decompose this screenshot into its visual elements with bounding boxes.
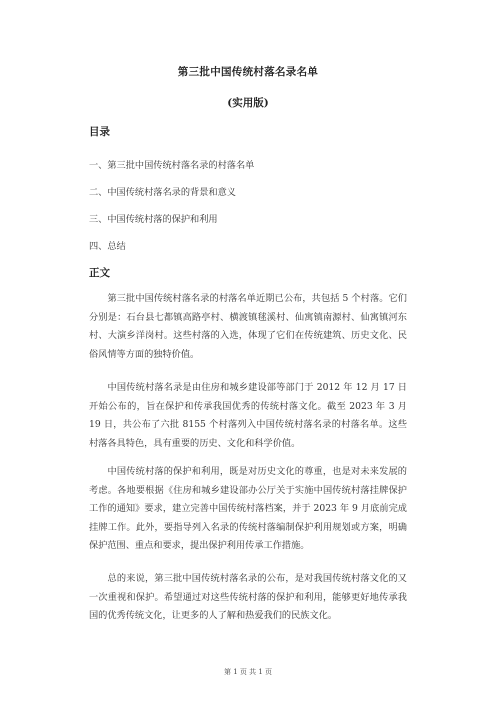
toc-item-2: 二、中国传统村落名录的背景和意义 — [89, 187, 236, 198]
page-footer: 第 1 页 共 1 页 — [223, 668, 273, 676]
document-subtitle: (实用版) — [227, 97, 269, 109]
paragraph-3: 中国传统村落的保护和利用，既是对历史文化的尊重，也是对未来发展的考虑。各地要根据《住房和城乡建设部办公厅关于实施中国传统村落挂牌保护工作的通知》要求，建立完善中国传统村落档案，并于 2023 年 9 月底前完成挂牌工作。此外，要指导列入名录的传统村落编制保护利用规划或方案，明确保护范围、重点和要求，提出保护利用传承工作措施。 — [89, 466, 407, 552]
document-title: 第三批中国传统村落名录名单 — [177, 66, 319, 78]
toc-item-4: 四、总结 — [89, 241, 126, 252]
toc-item-1: 一、第三批中国传统村落名录的村落名单 — [89, 160, 255, 171]
toc-heading: 目录 — [89, 126, 110, 138]
body-heading: 正文 — [89, 267, 110, 279]
paragraph-1: 第三批中国传统村落名录的村落名单近期已公布，共包括 5 个村落。它们分别是：石台县七都镇高路亭村、横渡镇毬溪村、仙寓镇南源村、仙寓镇河东村、大演乡洋岗村。这些村落的入选，体现了它们在传统建筑、历史文化、民俗风情等方面的独特价值。 — [89, 293, 407, 360]
toc-item-3: 三、中国传统村落的保护和利用 — [89, 214, 218, 225]
paragraph-2: 中国传统村落名录是由住房和城乡建设部等部门于 2012 年 12 月 17 日开始公布的，旨在保护和传承我国优秀的传统村落文化。截至 2023 年 3 月 19 日，共公布了六批 8155 个村落列入中国传统村落名录的村落名单。这些村落各具特色，具有重要的历史、文化和科学价值。 — [89, 382, 407, 449]
paragraph-4: 总的来说，第三批中国传统村落名录的公布，是对我国传统村落文化的又一次重视和保护。希望通过对这些传统村落的保护和利用，能够更好地传承我国的优秀传统文化，让更多的人了解和热爱我们的民族文化。 — [89, 573, 407, 622]
